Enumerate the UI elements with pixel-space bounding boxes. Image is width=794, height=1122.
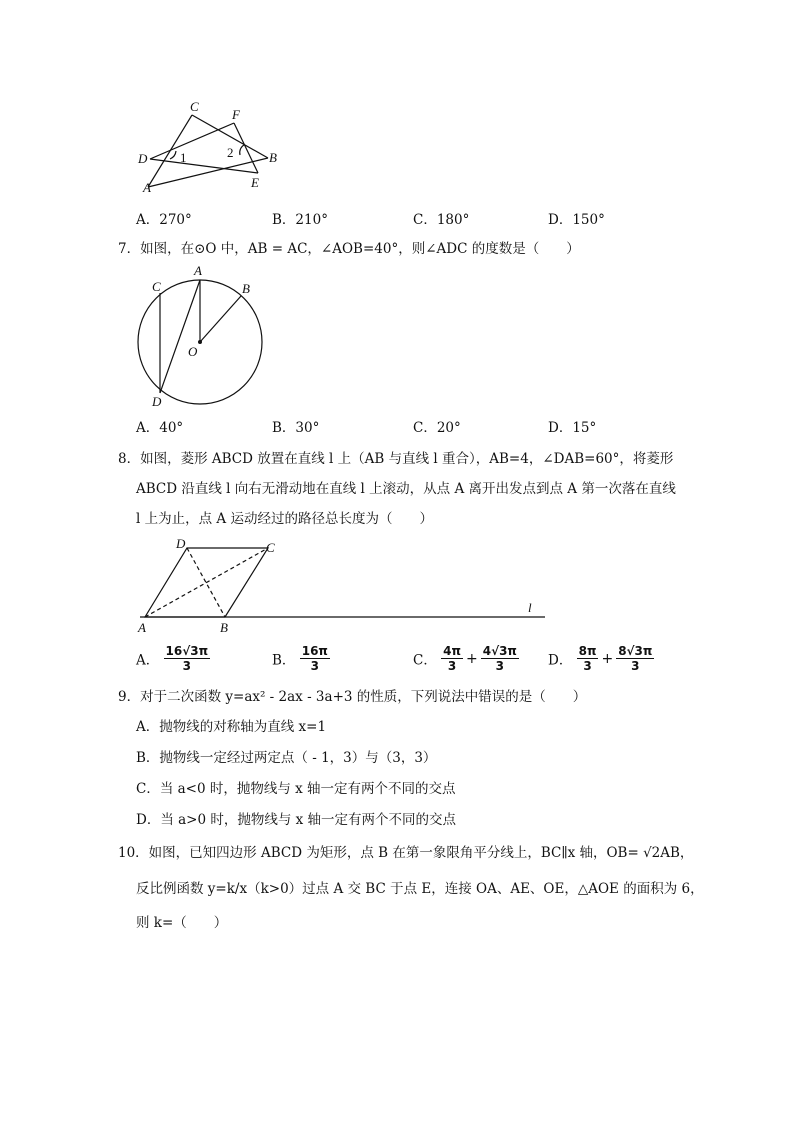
q8-option-a: A． $\frac{16√3\pi}{3}$ bbox=[136, 644, 209, 673]
q6-option-a: A．270° bbox=[136, 212, 192, 228]
q7-label-B: B bbox=[242, 281, 250, 296]
q6-label-F: F bbox=[232, 107, 240, 122]
q10-stem-line2: 反比例函数 y=k/x（k>0）过点 A 交 BC 于点 E，连接 OA、AE、OE，△AOE 的面积为 6， bbox=[136, 881, 704, 897]
q6-angle2-arc bbox=[240, 145, 244, 155]
q7-option-c: C．20° bbox=[413, 420, 461, 436]
q7-stem: 7．如图，在⊙O 中，AB = AC，∠AOB=40°，则∠ADC 的度数是（ ） bbox=[118, 241, 580, 257]
q8-option-b: B． $\frac{16\pi}{3}$ bbox=[272, 644, 328, 673]
q6-label-C: C bbox=[190, 99, 199, 114]
q8-stem-line1: 8．如图，菱形 ABCD 放置在直线 l 上（AB 与直线 l 重合），AB=4，∠DAB=60°，将菱形 bbox=[118, 451, 674, 467]
q6-option-c: C．180° bbox=[413, 212, 470, 228]
q6-label-B: B bbox=[269, 150, 277, 165]
q8-label-C: C bbox=[266, 540, 275, 555]
q8-figure bbox=[130, 534, 560, 636]
q7-label-D: D bbox=[152, 394, 162, 409]
q9-option-c: C．当 a<0 时，抛物线与 x 轴一定有两个不同的交点 bbox=[136, 781, 456, 797]
q8-option-c: C． $\frac{4\pi}{3}$ + $\frac{4√3\pi}{3}$ bbox=[413, 644, 517, 673]
q8-stem-line3: l 上为止，点 A 运动经过的路径总长度为（ ） bbox=[136, 511, 433, 527]
q8-label-A: A bbox=[138, 620, 146, 635]
q7-radius-OB bbox=[200, 296, 241, 342]
q6-label-A: A bbox=[143, 180, 151, 195]
q7-label-C: C bbox=[152, 279, 161, 294]
q7-label-O: O bbox=[188, 344, 198, 359]
q9-stem: 9．对于二次函数 y=ax² - 2ax - 3a+3 的性质，下列说法中错误的是（ ） bbox=[118, 689, 587, 705]
q6-label-2: 2 bbox=[227, 145, 234, 160]
q9-option-a: A．抛物线的对称轴为直线 x=1 bbox=[136, 719, 327, 735]
q8-option-d: D． $\frac{8\pi}{3}$ + $\frac{8√3\pi}{3}$ bbox=[548, 644, 653, 673]
q6-option-b: B．210° bbox=[272, 212, 328, 228]
q7-option-d: D．15° bbox=[548, 420, 597, 436]
q10-stem-line3: 则 k=（ ） bbox=[136, 915, 228, 931]
q8-label-l: l bbox=[528, 600, 532, 615]
q7-figure bbox=[130, 262, 270, 412]
q6-figure bbox=[130, 95, 290, 200]
q8-stem-line2: ABCD 沿直线 l 向右无滑动地在直线 l 上滚动，从点 A 离开出发点到点 A 第一次落在直线 bbox=[136, 481, 676, 497]
q7-option-b: B．30° bbox=[272, 420, 320, 436]
q6-label-D: D bbox=[138, 151, 148, 166]
q7-chord-AD bbox=[160, 280, 200, 393]
q8-diagonal-AC bbox=[145, 548, 268, 617]
q7-option-a: A．40° bbox=[136, 420, 184, 436]
q6-angle1-arc bbox=[170, 151, 176, 159]
q8-label-B: B bbox=[220, 620, 228, 635]
q6-option-d: D．150° bbox=[548, 212, 605, 228]
q10-stem-line1: 10．如图，已知四边形 ABCD 为矩形，点 B 在第一象限角平分线上，BC∥x 轴，OB= √2AB， bbox=[118, 845, 694, 861]
q6-line-DE bbox=[150, 159, 258, 173]
q6-label-1: 1 bbox=[180, 150, 187, 165]
q7-label-A: A bbox=[194, 263, 202, 278]
q9-option-d: D．当 a>0 时，抛物线与 x 轴一定有两个不同的交点 bbox=[136, 812, 457, 828]
q6-label-E: E bbox=[251, 175, 259, 190]
q9-option-b: B．抛物线一定经过两定点（ - 1，3）与（3，3） bbox=[136, 750, 437, 766]
q7-center-dot bbox=[198, 340, 202, 344]
q6-line-DF bbox=[150, 123, 234, 159]
q8-label-D: D bbox=[176, 536, 186, 551]
